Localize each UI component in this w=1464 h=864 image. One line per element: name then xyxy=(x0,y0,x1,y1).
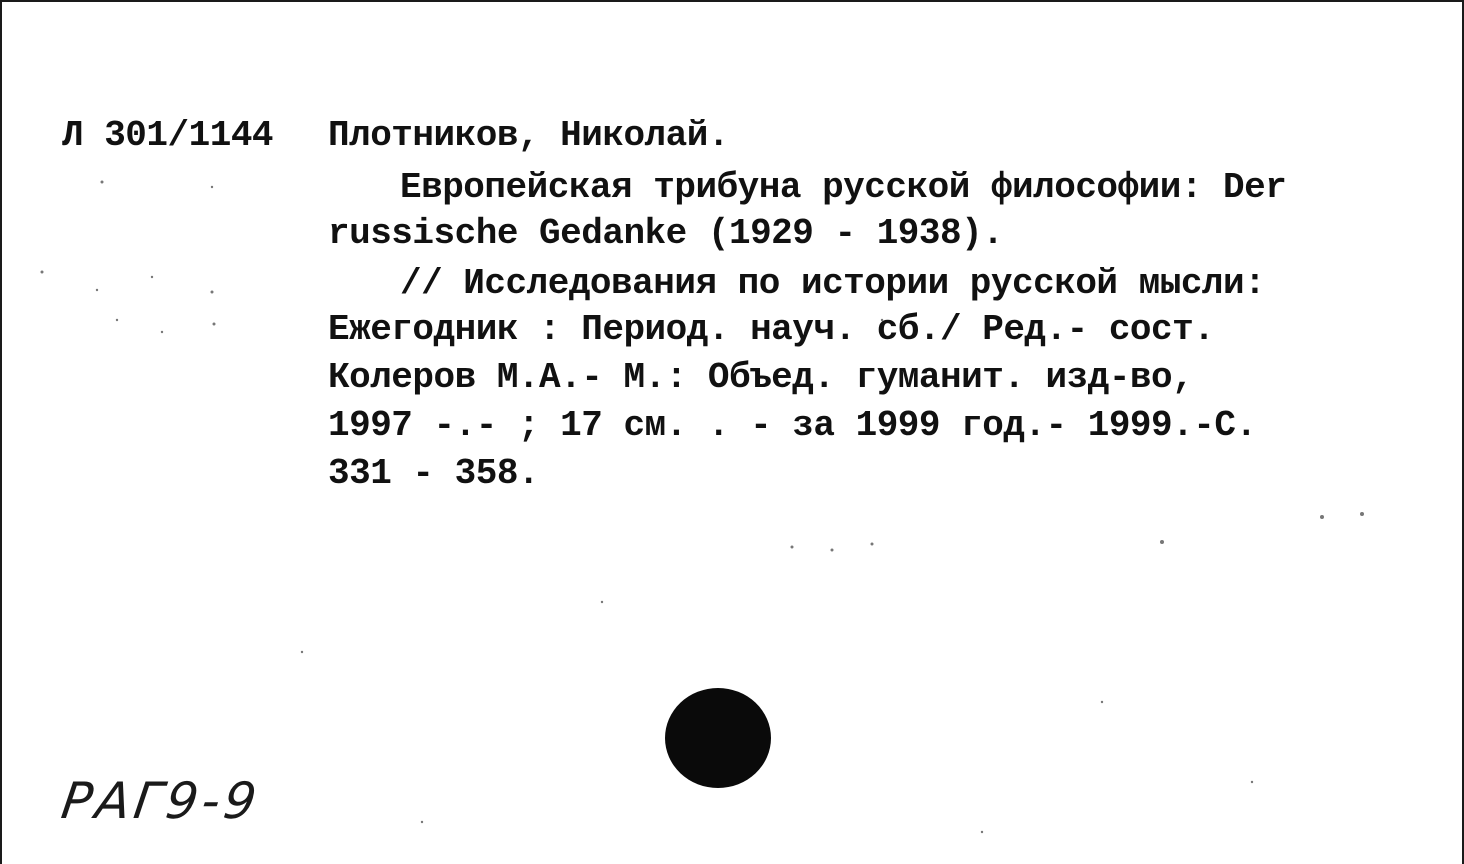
title-line-1: Европейская трибуна русской философии: Der xyxy=(400,167,1287,208)
punch-hole xyxy=(665,688,771,788)
call-number: Л 301/1144 xyxy=(62,115,274,156)
title-line-2: russische Gedanke (1929 - 1938). xyxy=(328,213,1004,254)
source-line-4: 1997 -.- ; 17 см. . - за 1999 год.- 1999.-С. xyxy=(328,405,1257,446)
handwritten-note: РАГ9-9 xyxy=(57,772,264,830)
author-heading: Плотников, Николай. xyxy=(328,115,729,156)
source-line-5: 331 - 358. xyxy=(328,453,540,494)
source-line-3: Колеров М.А.- М.: Объед. гуманит. изд-во, xyxy=(328,357,1194,398)
source-line-2: Ежегодник : Период. науч. сб./ Ред.- сост. xyxy=(328,309,1215,350)
source-line-1: // Исследования по истории русской мысли: xyxy=(400,263,1266,304)
